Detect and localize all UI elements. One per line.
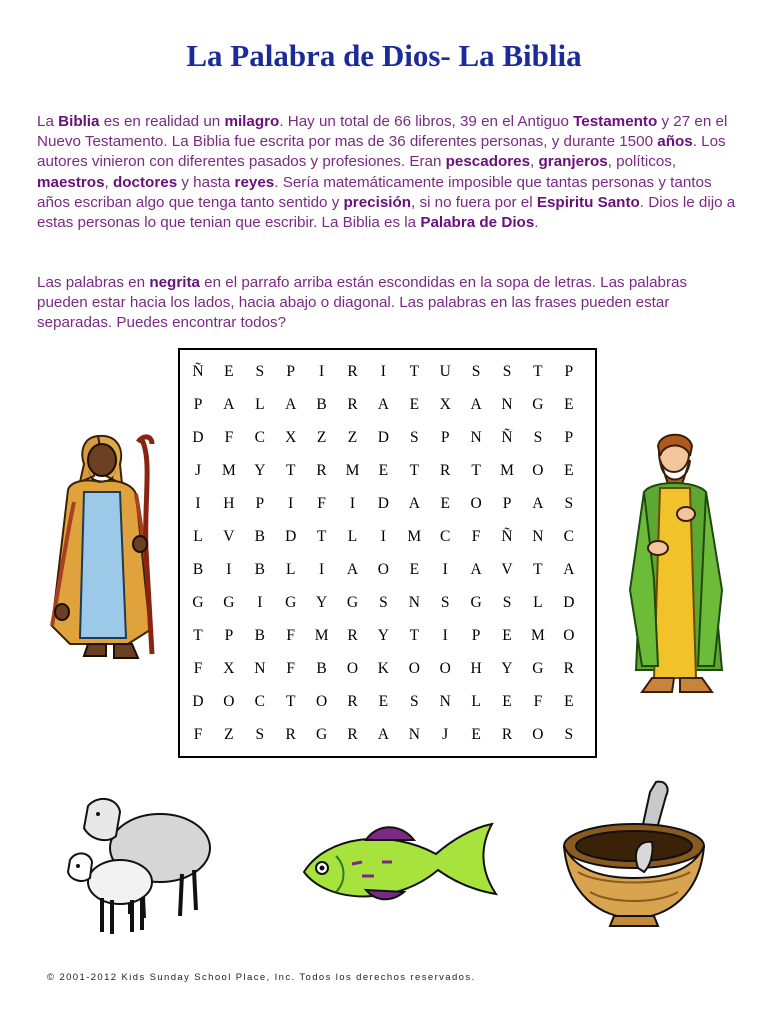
grid-letter: S: [409, 429, 419, 446]
grid-letter: T: [285, 462, 296, 479]
bold-word: reyes: [234, 173, 275, 191]
grid-letter: F: [317, 495, 326, 512]
grid-letter: L: [193, 528, 203, 545]
grid-letter: N: [408, 594, 420, 611]
paragraph-text: .: [534, 214, 539, 232]
grid-letter: L: [471, 693, 481, 710]
man-with-staff-icon: [40, 430, 160, 666]
grid-row: [180, 553, 595, 586]
grid-letter: R: [347, 693, 358, 710]
grid-letter: G: [532, 396, 544, 413]
grid-letter: Z: [224, 726, 234, 743]
grid-letter: L: [347, 528, 358, 545]
grid-letter: F: [471, 528, 481, 545]
grid-letter: P: [255, 495, 265, 512]
paragraph-text: ,: [104, 173, 113, 191]
grid-row: [180, 355, 595, 388]
bold-word: Palabra de Dios: [420, 214, 535, 232]
grid-letter: S: [564, 726, 574, 743]
bold-word: maestros: [37, 173, 105, 191]
grid-row: [180, 487, 595, 520]
bold-word: años: [657, 133, 693, 151]
grid-letter: O: [408, 660, 420, 677]
grid-letter: P: [502, 495, 512, 512]
grid-letter: S: [255, 363, 265, 380]
grid-letter: D: [192, 429, 204, 446]
grid-letter: G: [315, 726, 328, 743]
grid-letter: A: [470, 561, 482, 578]
grid-letter: G: [346, 594, 359, 611]
grid-letter: O: [346, 660, 359, 677]
grid-row: [180, 454, 595, 487]
grid-letter: Z: [347, 429, 358, 446]
grid-letter: P: [471, 627, 481, 644]
grid-letter: E: [502, 693, 512, 710]
grid-letter: A: [408, 495, 420, 512]
paragraph-text: es en realidad un: [99, 113, 225, 130]
bold-word: Testamento: [573, 113, 658, 130]
grid-letter: K: [377, 660, 389, 677]
grid-letter: E: [409, 396, 420, 413]
paragraph-text: . Sería matemáticamente imposible que tantas personas y tantos años escriban algo que tenga tanto sentido y: [37, 173, 712, 211]
grid-letter: P: [224, 627, 234, 644]
grid-letter: O: [315, 693, 328, 710]
grid-letter: B: [316, 660, 327, 677]
grid-letter: S: [471, 363, 481, 380]
grid-letter: I: [380, 363, 386, 380]
grid-letter: C: [254, 429, 265, 446]
grid-letter: A: [377, 726, 389, 743]
grid-letter: O: [532, 462, 544, 479]
grid-letter: R: [316, 462, 327, 479]
grid-letter: A: [346, 561, 359, 578]
grid-letter: D: [377, 429, 389, 446]
grid-letter: V: [223, 528, 235, 545]
bold-word: Biblia: [58, 113, 100, 130]
grid-letter: I: [380, 528, 386, 545]
paragraph-text: y hasta: [177, 173, 235, 191]
grid-letter: G: [532, 660, 544, 677]
grid-letter: B: [254, 528, 265, 545]
grid-letter: S: [440, 594, 450, 611]
bold-word: Espiritu Santo: [536, 193, 640, 211]
grid-letter: J: [442, 726, 449, 743]
grid-letter: A: [532, 495, 544, 512]
grid-letter: I: [442, 627, 448, 644]
grid-letter: P: [286, 363, 295, 380]
grid-letter: R: [285, 726, 296, 743]
bold-word: precisión: [343, 193, 412, 211]
grid-letter: S: [564, 495, 574, 512]
grid-letter: T: [533, 363, 543, 380]
grid-letter: A: [285, 396, 297, 413]
grid-letter: R: [347, 627, 358, 644]
grid-letter: M: [345, 462, 360, 479]
grid-letter: R: [347, 396, 358, 413]
grid-letter: E: [471, 726, 481, 743]
paragraph-text: en el parrafo arriba están escondidas en la sopa de letras. Las palabras pueden estar hacia los lados, hacia abajo o diagonal. Las palabras en las frases pueden estar separadas. Puedes encontrar todos?: [37, 274, 688, 332]
grid-letter: A: [223, 396, 235, 413]
grid-letter: N: [501, 396, 513, 413]
grid-letter: O: [532, 726, 544, 743]
grid-letter: L: [533, 594, 543, 611]
grid-letter: T: [533, 561, 543, 578]
bold-word: doctores: [113, 173, 178, 191]
intro-paragraph: [37, 112, 737, 233]
grid-letter: T: [409, 363, 420, 380]
grid-letter: G: [285, 594, 297, 611]
grid-letter: R: [347, 363, 358, 380]
grid-letter: B: [254, 627, 265, 644]
grid-letter: F: [193, 660, 203, 677]
grid-letter: P: [564, 429, 574, 446]
grid-letter: D: [285, 528, 297, 545]
grid-row: [180, 388, 595, 421]
grid-letter: I: [195, 495, 201, 512]
grid-letter: G: [192, 594, 204, 611]
grid-letter: Ñ: [501, 528, 513, 545]
grid-letter: I: [226, 561, 232, 578]
paragraph-text: Las palabras en: [37, 274, 150, 291]
grid-letter: Z: [316, 429, 327, 446]
paragraph-text: y 27 en el Nuevo Testamento. La Biblia fue escrita por mas de 36 diferentes personas, y durante 1500: [37, 113, 728, 151]
grid-letter: M: [314, 627, 329, 644]
grid-letter: O: [377, 561, 389, 578]
grid-letter: D: [192, 693, 204, 710]
grid-letter: R: [347, 726, 358, 743]
grid-letter: J: [194, 462, 202, 479]
grid-row: [180, 520, 595, 553]
grid-letter: M: [221, 462, 236, 479]
grid-letter: E: [564, 462, 574, 479]
paragraph-text: ,: [530, 153, 539, 171]
grid-letter: I: [319, 363, 325, 380]
grid-letter: R: [501, 726, 513, 743]
grid-letter: E: [378, 462, 389, 479]
paragraph-text: . Los autores vinieron con diferentes pasados y profesiones. Eran: [37, 133, 726, 171]
grid-letter: E: [502, 627, 512, 644]
grid-row: [180, 685, 595, 718]
bold-word: milagro: [224, 113, 280, 130]
grid-letter: X: [223, 660, 235, 677]
grid-letter: U: [439, 363, 451, 380]
grid-letter: T: [316, 528, 327, 545]
grid-letter: O: [563, 627, 575, 644]
grid-row: [180, 421, 595, 454]
grid-letter: E: [564, 396, 574, 413]
grid-letter: T: [409, 462, 420, 479]
grid-letter: E: [224, 363, 234, 380]
grid-letter: M: [530, 627, 545, 644]
grid-letter: F: [533, 693, 543, 710]
paragraph-text: . Hay un total de 66 libros, 39 en el Antiguo: [279, 113, 574, 130]
grid-letter: E: [409, 561, 420, 578]
grid-letter: I: [288, 495, 294, 512]
grid-letter: D: [563, 594, 575, 611]
paragraph-text: La: [37, 113, 59, 130]
grid-letter: Ñ: [192, 363, 204, 380]
grid-letter: F: [286, 660, 295, 677]
grid-letter: T: [285, 693, 296, 710]
instructions-paragraph: [37, 273, 737, 334]
grid-letter: C: [563, 528, 574, 545]
grid-letter: T: [471, 462, 481, 479]
paragraph-text: . Dios le dijo a estas personas lo que tenian que escribir. La Biblia es la: [37, 193, 736, 232]
grid-letter: P: [440, 429, 450, 446]
grid-row: [180, 718, 595, 751]
grid-letter: B: [316, 396, 327, 413]
grid-letter: M: [407, 528, 422, 545]
word-search-grid: [178, 348, 597, 758]
grid-letter: N: [532, 528, 544, 545]
grid-letter: S: [502, 594, 512, 611]
grid-letter: O: [470, 495, 482, 512]
grid-letter: N: [254, 660, 266, 677]
grid-letter: C: [254, 693, 265, 710]
grid-letter: H: [223, 495, 235, 512]
grid-letter: Y: [254, 462, 266, 479]
grid-letter: F: [193, 726, 203, 743]
grid-row: [180, 586, 595, 619]
grid-letter: V: [501, 561, 513, 578]
bold-word: negrita: [149, 274, 200, 291]
grid-letter: G: [470, 594, 482, 611]
grid-row: [180, 619, 595, 652]
grid-letter: R: [563, 660, 574, 677]
grid-letter: S: [255, 726, 265, 743]
grid-letter: X: [285, 429, 297, 446]
grid-letter: F: [224, 429, 234, 446]
grid-letter: S: [533, 429, 543, 446]
grid-letter: L: [255, 396, 265, 413]
grid-letter: L: [285, 561, 296, 578]
grid-letter: Y: [377, 627, 389, 644]
grid-letter: G: [223, 594, 235, 611]
grid-letter: Y: [501, 660, 513, 677]
grid-letter: N: [439, 693, 451, 710]
grid-letter: H: [470, 660, 482, 677]
grid-letter: E: [378, 693, 389, 710]
paragraph-text: , políticos,: [607, 153, 677, 171]
grid-letter: I: [319, 561, 325, 578]
grid-letter: Y: [315, 594, 328, 611]
man-in-green-robe-icon: [622, 430, 730, 706]
grid-letter: O: [439, 660, 451, 677]
grid-letter: C: [440, 528, 451, 545]
grid-letter: D: [377, 495, 389, 512]
grid-row: [180, 652, 595, 685]
grid-letter: N: [470, 429, 482, 446]
grid-letter: Ñ: [501, 429, 513, 446]
grid-letter: S: [502, 363, 512, 380]
grid-letter: S: [409, 693, 419, 710]
mortar-and-pestle-icon: [560, 776, 710, 932]
grid-letter: B: [254, 561, 265, 578]
grid-letter: I: [257, 594, 263, 611]
page-title: La Palabra de Dios- La Biblia: [186, 38, 582, 73]
grid-letter: B: [192, 561, 204, 578]
grid-letter: A: [470, 396, 482, 413]
grid-letter: F: [286, 627, 295, 644]
grid-letter: N: [408, 726, 420, 743]
bold-word: pescadores: [445, 153, 531, 171]
paragraph-text: , si no fuera por el: [411, 193, 537, 211]
grid-letter: E: [564, 693, 574, 710]
grid-letter: A: [563, 561, 575, 578]
grid-letter: X: [439, 396, 451, 413]
grid-letter: I: [442, 561, 448, 578]
grid-letter: I: [349, 495, 356, 512]
sheep-icon: [60, 790, 216, 940]
grid-letter: E: [440, 495, 450, 512]
grid-letter: O: [223, 693, 235, 710]
bold-word: granjeros: [538, 153, 608, 171]
grid-letter: R: [440, 462, 451, 479]
grid-letter: T: [193, 627, 203, 644]
copyright-footer: © 2001-2012 Kids Sunday School Place, Inc. Todos los derechos reservados.: [47, 972, 476, 983]
grid-letter: P: [193, 396, 203, 413]
grid-letter: A: [377, 396, 389, 413]
grid-letter: T: [409, 627, 420, 644]
grid-letter: M: [500, 462, 514, 479]
grid-letter: P: [564, 363, 574, 380]
grid-letter: S: [379, 594, 388, 611]
fish-icon: [296, 810, 500, 914]
